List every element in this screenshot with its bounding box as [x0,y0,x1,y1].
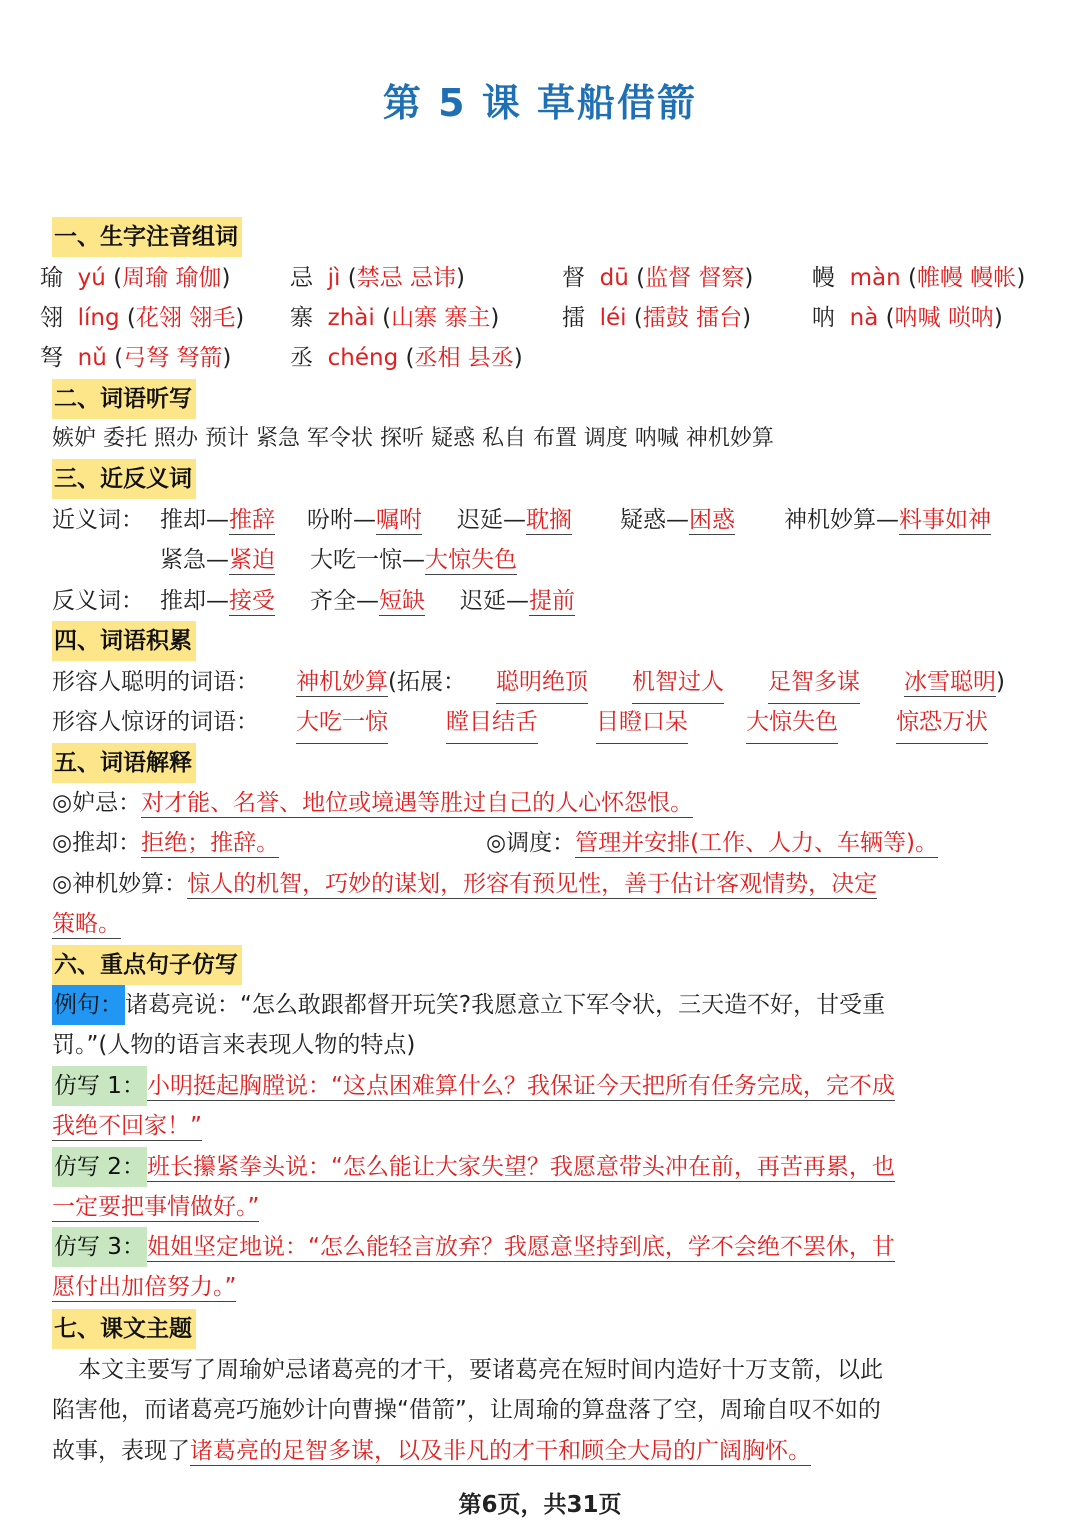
section-heading-5: 五、词语解释 [52,743,1030,783]
char-entry: 翎 líng (花翎 翎毛) [40,305,245,331]
section-heading-4: 四、词语积累 [52,621,1030,661]
synonym-line-2 [52,540,1030,580]
synonym-pair: 疑惑—困惑 [620,507,735,533]
practice-2: 仿写 2：班长攥紧拳头说：“怎么能让大家失望？我愿意带头冲在前，再苦再累，也 [52,1147,1030,1187]
char-entry: 瑜 yú (周瑜 瑜伽) [40,265,231,291]
theme-line-3: 故事，表现了诸葛亮的足智多谋，以及非凡的才干和顾全大局的广阔胸怀。 [52,1438,811,1464]
practice-label: 仿写 1： [52,1066,147,1106]
char-entry: 丞 chéng (丞相 县丞) [290,345,523,371]
section-heading-2: 二、词语听写 [52,379,1030,419]
antonym-pair: 推却—接受 [160,588,275,614]
char-entry: 呐 nà (呐喊 唢呐) [812,305,1003,331]
explanation-2: ◎推却：拒绝；推辞。 ◎调度：管理并安排(工作、人力、车辆等)。 [52,823,1030,863]
char-entry: 寨 zhài (山寨 寨主) [290,305,500,331]
char-row-2 [40,298,1030,338]
char-entry: 擂 léi (擂鼓 擂台) [562,305,752,331]
practice-3-cont: 愿付出加倍努力。” [52,1274,237,1300]
theme-line-1: 本文主要写了周瑜妒忌诸葛亮的才干，要诸葛亮在短时间内造好十万支箭，以此 [78,1357,883,1383]
section-heading-1: 一、生字注音组词 [52,217,1030,257]
surprise-words-line: 形容人惊讶的词语： 大吃一惊 瞠目结舌 目瞪口呆 大惊失色 惊恐万状 [52,702,1030,742]
antonym-line: 反义词： 推却—接受 齐全—短缺 迟延—提前 [52,581,1030,621]
synonym-pair: 吩咐—嘱咐 [307,507,422,533]
synonym-pair: 推却—推辞 [160,507,275,533]
example-label: 例句： [52,985,125,1025]
synonym-pair: 神机妙算—料事如神 [784,507,991,533]
char-entry: 弩 nǔ (弓弩 弩箭) [40,345,232,371]
explanation-4: ◎神机妙算：惊人的机智，巧妙的谋划，形容有预见性，善于估计客观情势，决定 [52,871,878,897]
practice-1: 仿写 1：小明挺起胸膛说：“这点困难算什么？我保证今天把所有任务完成，完不成 [52,1066,1030,1106]
char-entry: 忌 jì (禁忌 忌讳) [290,265,465,291]
practice-3: 仿写 3：姐姐坚定地说：“怎么能轻言放弃？我愿意坚持到底，学不会绝不罢休，甘 [52,1227,1030,1267]
char-entry: 幔 màn (帷幔 幔帐) [812,265,1026,291]
theme-line-2: 陷害他，而诸葛亮巧施妙计向曹操“借箭”，让周瑜的算盘落了空，周瑜自叹不如的 [52,1397,881,1423]
practice-1-cont: 我绝不回家！” [52,1113,202,1139]
practice-label: 仿写 3： [52,1227,147,1267]
synonym-line-1: 近义词： 推却—推辞 吩咐—嘱咐 迟延—耽搁 疑惑—困惑 神机妙算—料事如神 [52,500,1030,540]
practice-label: 仿写 2： [52,1147,147,1187]
char-row-3 [40,338,1030,378]
synonym-pair: 迟延—耽搁 [457,507,572,533]
section-heading-7: 七、课文主题 [52,1309,1030,1349]
dictation-words: 嫉妒 委托 照办 预计 紧急 军令状 探听 疑惑 私自 布置 调度 呐喊 神机妙算 [52,426,774,451]
page-number: 第6页，共31页 [458,1492,622,1518]
char-entry: 督 dū (监督 督察) [562,265,754,291]
explanation-4-cont: 策略。 [52,911,121,937]
synonym-pair: 紧急—紧迫 [160,547,275,573]
example-sentence: 例句：诸葛亮说：“怎么敢跟都督开玩笑?我愿意立下军令状，三天造不好，甘受重 [52,985,1030,1025]
example-sentence-cont: 罚。”(人物的语言来表现人物的特点) [52,1032,416,1058]
page-title: 第 5 课 草船借箭 [382,81,698,125]
explanation-1: ◎妒忌：对才能、名誉、地位或境遇等胜过自己的人心怀怨恨。 [52,790,694,816]
section-heading-3: 三、近反义词 [52,459,1030,499]
synonym-pair: 大吃一惊—大惊失色 [310,547,517,573]
antonym-pair: 迟延—提前 [460,588,575,614]
clever-words-line: 形容人聪明的词语： 神机妙算(拓展： 聪明绝顶 机智过人 足智多谋 冰雪聪明) [52,662,1030,702]
char-row-1 [40,258,1030,298]
section-heading-6: 六、重点句子仿写 [52,945,1030,985]
practice-2-cont: 一定要把事情做好。” [52,1194,260,1220]
antonym-pair: 齐全—短缺 [310,588,425,614]
explanation-3: ◎调度：管理并安排(工作、人力、车辆等)。 [486,830,939,856]
